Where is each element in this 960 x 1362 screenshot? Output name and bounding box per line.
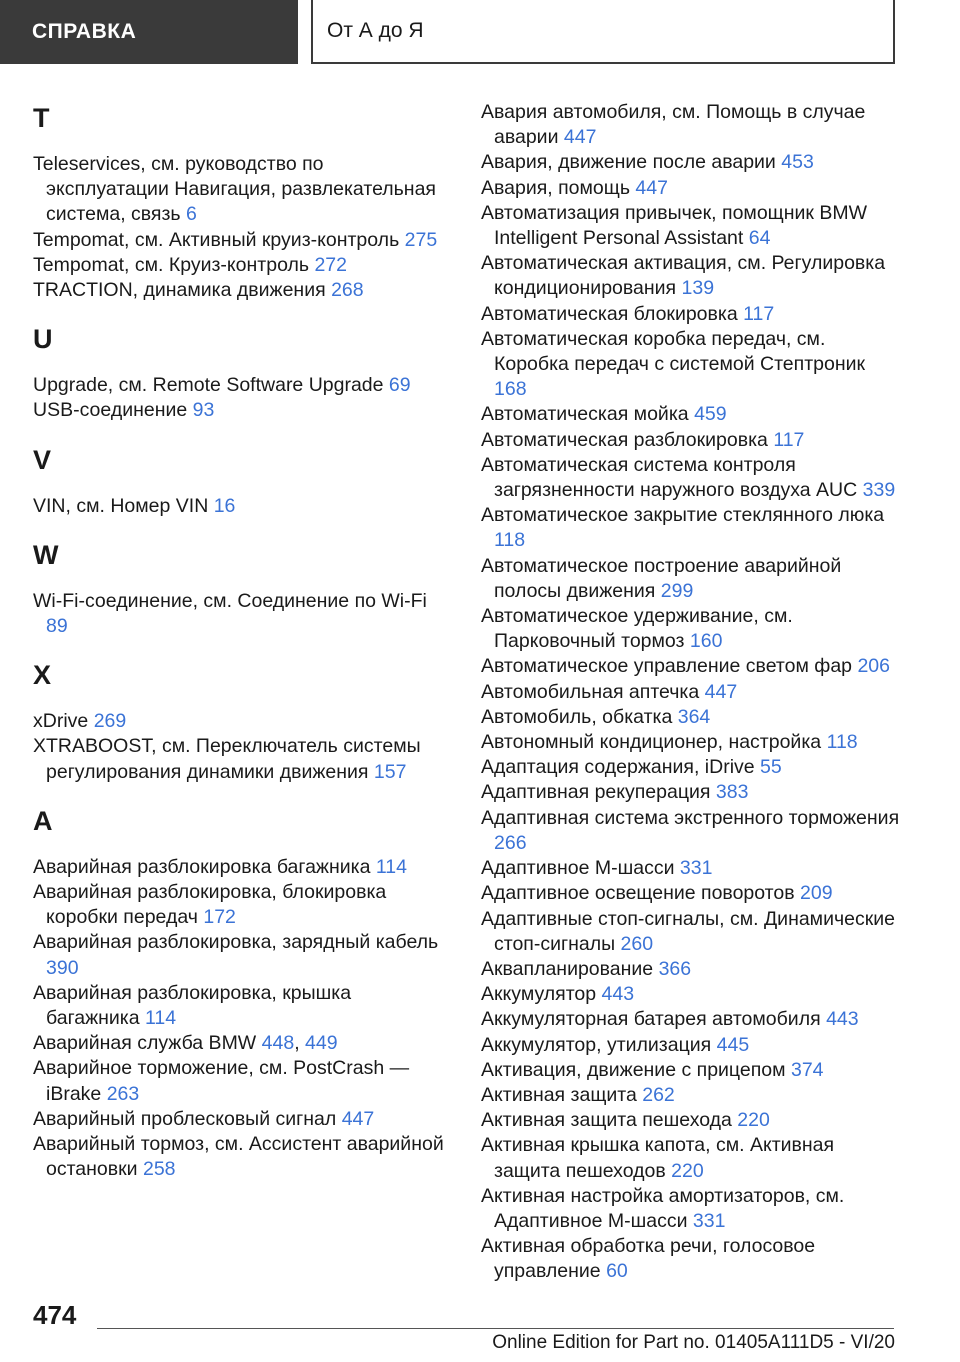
index-entry-text: USB-соединение [33,399,188,422]
index-entry-text: Авария автомобиля, см. Помощь в случае аварии [481,101,866,149]
index-entry: Аварийная служба BMW 448, 449 [33,1032,338,1055]
page-link[interactable]: 118 [494,529,526,552]
index-entry-text: Автомобиль, обкатка [481,705,673,728]
index-entry-text: VIN, см. Номер VIN [33,494,209,517]
index-entry-text: Автоматическая мойка [481,403,689,426]
index-entry-text: Авария, движение после аварии [481,151,776,174]
page-link[interactable]: 453 [781,151,814,174]
index-entry-text: Автоматическая разблокировка [481,428,768,451]
index-column-left [33,100,448,1182]
index-entry [481,176,901,201]
index-entry [481,680,901,705]
page-link[interactable]: 448 [261,1032,295,1055]
page-link[interactable]: 220 [737,1109,770,1132]
index-entry [481,1184,901,1234]
page-link[interactable]: 447 [563,126,597,149]
index-entry [33,855,448,880]
footer-edition: Online Edition for Part no. 01405A111D5 - VI/20 [492,1332,895,1353]
index-entry [481,503,901,553]
page-link[interactable]: 299 [660,579,694,602]
index-entry [481,1083,901,1108]
index-entry-text: Аварийный тормоз, см. Ассистент аварийной остановки [33,1133,444,1181]
index-entry [33,734,448,784]
page-link[interactable]: 366 [658,957,692,980]
page-link[interactable]: 16 [213,494,236,517]
index-letter-heading: T [33,103,50,133]
index-entry [33,373,448,398]
index-entry [33,278,448,303]
index-entry-text: Аварийная разблокировка, зарядный кабель [33,931,439,954]
index-entry [481,1108,901,1133]
index-entry [481,705,901,730]
page-link[interactable]: 364 [677,705,711,728]
index-entry [481,150,901,175]
index-entry-text: Аварийная разблокировка багажника [33,855,371,878]
page-link[interactable]: 117 [743,302,775,325]
index-entry-text: Адаптивное освещение поворотов [481,882,795,905]
page-link[interactable]: 260 [620,932,654,955]
page-link[interactable]: 160 [689,630,723,653]
page-link[interactable]: 206 [857,655,890,678]
page-link[interactable]: 55 [760,756,782,779]
index-entry [481,881,901,906]
index-entry [481,730,901,755]
index-entry [481,604,901,654]
index-entry-text: Аварийное торможение, см. PostCrash — iBrake [33,1057,410,1105]
index-entry [33,228,448,253]
page-link[interactable]: 209 [800,882,833,905]
page-number: 474 [33,1300,77,1330]
index-entry [33,398,448,423]
index-entry-text: XTRABOOST, см. Переключатель системы регулирования динамики движения [33,735,421,783]
index-entry-text: Активная защита [481,1083,637,1106]
index-entry-text: Активная настройка амортизаторов, см. Адаптивное M-шасси [481,1184,845,1232]
page-link[interactable]: 447 [704,680,738,703]
index-entry-text: Аккумуляторная батарея автомобиля [481,1008,821,1031]
index-entry-text: TRACTION, динамика движения [33,279,326,302]
index-column-right [481,100,901,1285]
index-entry [33,981,448,1031]
index-entry-text: Аварийная разблокировка, блокировка коробки передач [33,881,387,929]
index-entry-text: Адаптивная система экстренного торможения [481,806,900,829]
index-entry [33,1107,448,1132]
index-entry-text: Автоматизация привычек, помощник BMW Intelligent Personal Assistant [481,201,867,250]
index-letter-heading: А [33,805,53,836]
index-entry [33,930,448,980]
page-link[interactable]: 445 [716,1033,750,1056]
index-entry-text: Upgrade, см. Remote Software Upgrade [33,374,384,397]
page-link[interactable]: 220 [671,1159,704,1182]
page-link[interactable]: 390 [46,956,79,979]
page-link[interactable]: 139 [681,277,715,300]
index-entry [481,554,901,604]
index-entry [33,494,448,519]
page-link[interactable]: 331 [679,857,713,880]
page-link[interactable]: 447 [635,176,668,199]
index-entry [481,957,901,982]
index-entry [481,1058,901,1083]
header-section-tab[interactable] [0,0,298,64]
index-entry-text: Аквапланирование [481,957,654,980]
index-entry [481,1007,901,1032]
index-entry-text: Адаптивное M-шасси [481,857,675,880]
page-link[interactable]: 114 [145,1007,177,1030]
index-entry-text: Адаптация содержания, iDrive [481,756,755,779]
index-entry [33,152,448,228]
header-subsection-label: От А до Я [327,19,424,42]
index-entry [481,806,901,856]
page-link[interactable]: 263 [106,1082,140,1105]
page-link[interactable]: 157 [373,760,407,783]
index-entry-text: Аккумулятор, утилизация [481,1033,712,1056]
index-entry-text: Активная обработка речи, голосовое управление [481,1235,816,1283]
page-link[interactable]: 443 [601,983,635,1006]
page-link[interactable]: 383 [715,781,749,804]
index-entry [33,589,448,639]
index-entry-text: Автоматическая система контроля загрязненности наружного воздуха AUC [481,453,858,502]
index-entry [481,201,901,251]
index-entry [481,907,901,957]
index-entry-text: Автоматическое построение аварийной полосы движения [481,554,842,602]
index-entry [481,402,901,427]
page-link[interactable]: 64 [748,227,771,250]
index-entry-text: Аварийная служба BMW [33,1032,257,1055]
index-entry [481,654,901,679]
index-entry-text: Аварийный проблесковый сигнал [33,1107,337,1130]
page-link[interactable]: 272 [314,253,347,276]
page-link[interactable]: 69 [388,374,411,397]
page-link[interactable]: 374 [790,1058,824,1081]
page-link[interactable]: 459 [694,403,727,426]
index-entry-text: Teleservices, см. руководство по эксплуатации Навигация, развлекательная система, связь [33,153,436,226]
index-letter-heading: V [33,444,52,475]
index-entry-text: Автоматическая блокировка [481,302,738,325]
index-letter-heading: X [33,660,52,691]
index-entry [481,755,901,780]
index-entry-text: Автоматическая коробка передач, см. Коробка передач с системой Стептроник [481,327,866,376]
index-letter-heading: U [33,324,53,355]
index-entry [481,856,901,881]
index-entry [481,453,901,503]
page-link[interactable]: 339 [862,479,896,502]
index-entry [481,1133,901,1183]
page-link[interactable]: 268 [331,279,364,302]
page-link[interactable]: 331 [692,1209,726,1232]
index-entry [33,709,448,734]
index-entry [481,327,901,403]
index-entry-text: Аварийная разблокировка, крышка багажника [33,981,352,1030]
page-link[interactable]: 443 [826,1008,859,1031]
index-entry [481,251,901,301]
index-entry-text: xDrive [33,710,89,733]
index-entry [33,880,448,930]
index-entry-text: Автоматическое закрытие стеклянного люка [481,504,885,527]
page-link[interactable]: 266 [494,831,527,854]
index-entry [481,982,901,1007]
page-link[interactable]: 168 [494,378,527,401]
page-link[interactable]: 447 [341,1107,375,1130]
footer-divider [97,1328,894,1329]
page-link[interactable]: 275 [404,228,438,251]
index-entry-text: Автомобильная аптечка [481,680,700,703]
page-link[interactable]: 89 [46,615,68,638]
index-entry [33,1132,448,1182]
page-link[interactable]: 118 [826,731,858,754]
page-link[interactable]: 114 [375,855,407,878]
index-entry [33,1056,448,1106]
index-entry-text: Автоматическое управление светом фар [481,655,853,678]
index-entry [481,100,901,150]
index-letter-heading: W [33,539,59,570]
index-entry-text: Аккумулятор [481,983,597,1006]
page-link[interactable]: 6 [186,203,197,226]
index-entry-text: Авария, помощь [481,176,630,199]
page-link[interactable]: 172 [203,906,236,929]
header-section-label: СПРАВКА [32,20,137,43]
index-entry-text: Активная крышка капота, см. Активная защита пешеходов [481,1134,835,1182]
page-link[interactable]: 93 [192,399,215,422]
index-entry [33,253,448,278]
index-entry [481,428,901,453]
index-entry [481,1033,901,1058]
index-entry [481,302,901,327]
index-entry-text: Автоматическая активация, см. Регулировка кондиционирования [481,252,886,300]
page-link[interactable]: 449 [305,1032,338,1055]
index-entry-text: Активация, движение с прицепом [481,1058,786,1081]
index-entry-text: Tempomat, см. Круиз-контроль [33,253,310,276]
index-entry-text: Автономный кондиционер, настройка [481,731,822,754]
index-entry-text: Активная защита пешехода [481,1109,732,1132]
page-link[interactable]: 262 [642,1083,675,1106]
page-link[interactable]: 60 [606,1260,628,1283]
index-entry [481,1234,901,1284]
index-entry-text: Tempomat, см. Активный круиз-контроль [33,228,400,251]
page-link[interactable]: 117 [773,428,805,451]
page-link[interactable]: 258 [142,1158,176,1181]
index-entry-text: Адаптивная рекуперация [481,781,711,804]
index-entry-text: Wi-Fi-соединение, см. Соединение по Wi-Fi [33,589,427,612]
index-entry-text: Адаптивные стоп-сигналы, см. Динамические стоп-сигналы [481,907,896,955]
index-entry-text: Автоматическое удерживание, см. Парковочный тормоз [481,605,793,653]
header-subsection-tab[interactable] [311,0,895,64]
page-link[interactable]: 269 [93,710,127,733]
index-entry [481,780,901,805]
